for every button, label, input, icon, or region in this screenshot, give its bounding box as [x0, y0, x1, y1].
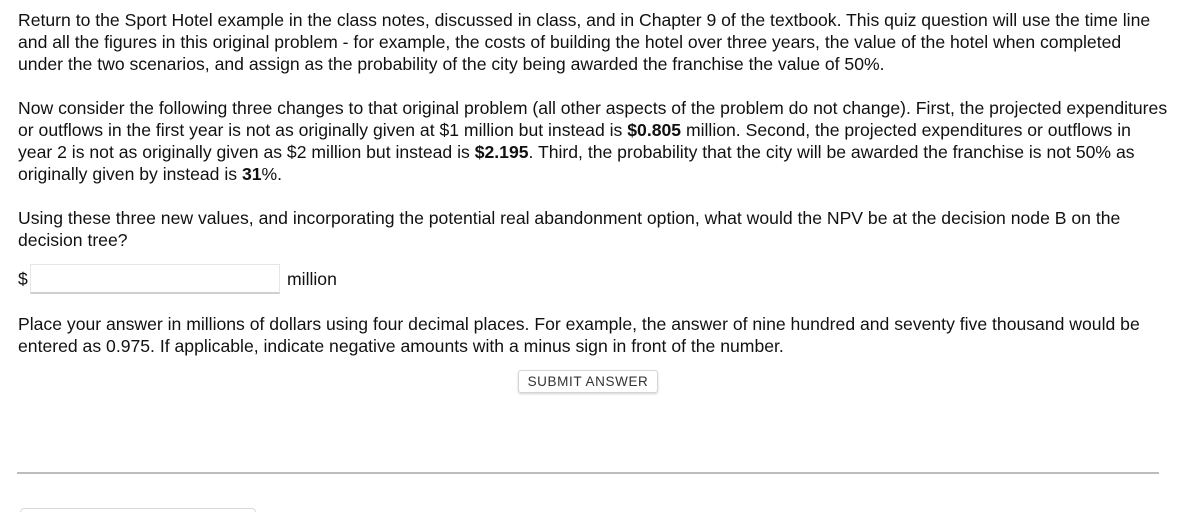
answer-unit: million: [287, 268, 337, 289]
currency-symbol: $: [18, 268, 28, 289]
question-intro: Return to the Sport Hotel example in the class notes, discussed in class, and in Chapter 9 of the textbook. This quiz question will use the time line and all the figures in this original problem - for example, the costs of building the hotel over three years, the value of the hotel when completed under the two scenarios, and assign as the probability of the city being awarded the franchise the value of 50%.: [18, 10, 1151, 74]
changes-text-1: Now consider the following three changes to that original problem (all other aspects of the problem do not change). First, the projected expenditures or outflows in the first year is not as originally given at $1 million but instead is: [18, 98, 1168, 140]
changes-value-2: $2.195: [474, 142, 529, 162]
changes-value-1: $0.805: [627, 120, 682, 140]
submit-answer-button[interactable]: SUBMIT ANSWER: [518, 370, 659, 393]
changes-text-2: million. Second, the projected expenditures or outflows in year 2 is not as originally given as $2 million but instead is: [18, 120, 1131, 162]
changes-text-3: . Third, the probability that the city will be awarded the franchise is not 50% as originally given by instead is: [18, 142, 1135, 184]
question-changes: [18, 97, 1168, 185]
changes-text-4: %.: [261, 164, 283, 184]
answer-instructions: Place your answer in millions of dollars using four decimal places. For example, the answer of nine hundred and seventy five thousand would be entered as 0.975. If applicable, indicate negative amounts with a minus sign in front of the number.: [18, 314, 1140, 356]
question-container: [18, 9, 1168, 393]
changes-value-3: 31: [241, 164, 262, 184]
divider: [17, 472, 1159, 474]
bottom-panel-edge: [20, 508, 256, 512]
answer-input[interactable]: [30, 264, 280, 294]
question-prompt: Using these three new values, and incorporating the potential real abandonment option, what would the NPV be at the decision node B on the decision tree?: [18, 208, 1121, 250]
answer-row: [18, 262, 1168, 296]
submit-container: [18, 370, 1158, 393]
